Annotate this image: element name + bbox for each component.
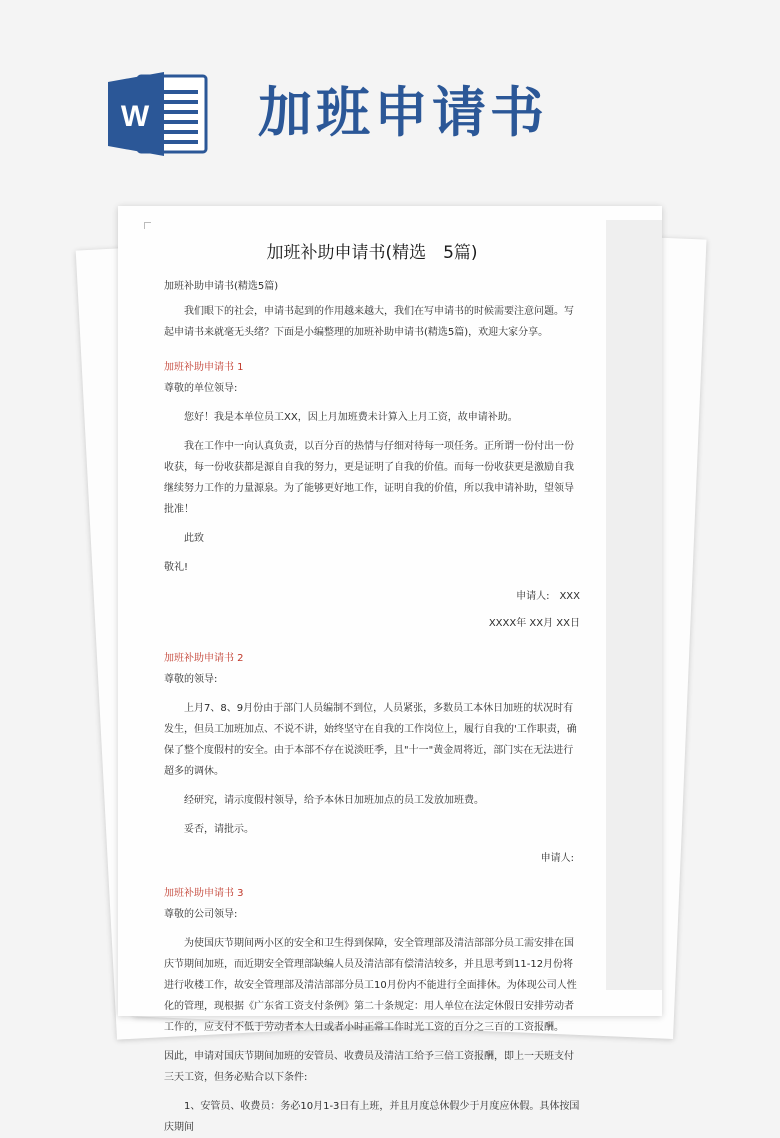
salutation: 尊敬的领导: <box>164 674 218 685</box>
page-corner-mark <box>144 222 151 229</box>
paragraph: 1、安管员、收费员：务必10月1-3日有上班，并且月度总休假少于月度应休假。具体按国庆期间 <box>164 1101 580 1133</box>
salutation: 尊敬的公司领导: <box>164 909 238 920</box>
word-logo-icon <box>108 72 208 156</box>
document-body <box>164 240 580 1138</box>
paragraph: 我在工作中一向认真负责，以百分百的热情与仔细对待每一项任务。正所谓一份付出一份收获，每一份收获都是源自自我的努力，更是证明了自我的价值。而每一份收获更是激励自我继续努力工作的力量源泉。为了能够更好地工作，证明自我的价值，所以我申请补助，望领导批准！ <box>164 441 574 515</box>
paragraph: 经研究，请示度假村领导，给予本休日加班加点的员工发放加班费。 <box>184 795 484 806</box>
applicant-line: 申请人: XXX <box>516 591 580 602</box>
section-heading: 加班补助申请书 2 <box>164 653 244 664</box>
page-fold-shadow <box>606 220 662 990</box>
section-heading: 加班补助申请书 3 <box>164 888 244 899</box>
paragraph: 此致 <box>184 533 204 544</box>
paragraph: 妥否，请批示。 <box>184 824 254 835</box>
document-page <box>118 206 662 1133</box>
intro-paragraph: 我们眼下的社会，申请书起到的作用越来越大，我们在写申请书的时候需要注意问题。写起申请书来就毫无头绪？下面是小编整理的加班补助申请书(精选5篇)，欢迎大家分享。 <box>164 306 574 338</box>
salutation: 尊敬的单位领导: <box>164 383 238 394</box>
paragraph: 您好！我是本单位员工XX，因上月加班费未计算入上月工资，故申请补助。 <box>184 412 518 423</box>
document-title: 加班补助申请书(精选 5篇) <box>266 243 478 263</box>
closing: 敬礼! <box>164 562 189 573</box>
document-subtitle: 加班补助申请书(精选5篇) <box>164 281 279 292</box>
logo-letter: W <box>120 100 150 133</box>
page-title: 加班申请书 <box>258 80 548 144</box>
section-heading: 加班补助申请书 1 <box>164 362 244 373</box>
paragraph: 为使国庆节期间两小区的安全和卫生得到保障，安全管理部及清洁部部分员工需安排在国庆节期间加班，而近期安全管理部缺编人员及清洁部有偿清洁较多，并且思考到11-12月份将进行收楼工作，故安全管理部及清洁部部分员工10月份内不能进行全面排休。为体现公司人性化的管理，现根据《广东省工资支付条例》第二十条规定：用人单位在法定休假日安排劳动者工作的，应支付不低于劳动者本人日或者小时正常工作时光工资的百分之三百的工资报酬。 <box>164 938 577 1033</box>
date-line: XXXX年 XX月 XX日 <box>488 618 580 629</box>
paragraph: 因此，申请对国庆节期间加班的安管员、收费员及清洁工给予三倍工资报酬，即上一天班支付三天工资，但务必贴合以下条件: <box>164 1051 574 1083</box>
paragraph: 上月7、8、9月份由于部门人员编制不到位，人员紧张，多数员工本休日加班的状况时有发生，但员工加班加点、不说不讲，始终坚守在自我的工作岗位上，履行自我的'工作职责，确保了整个度假村的安全。由于本部不存在说淡旺季，且"十一"黄金周将近，部门实在无法进行超多的调休。 <box>164 703 577 777</box>
applicant-line: 申请人: <box>540 853 574 864</box>
